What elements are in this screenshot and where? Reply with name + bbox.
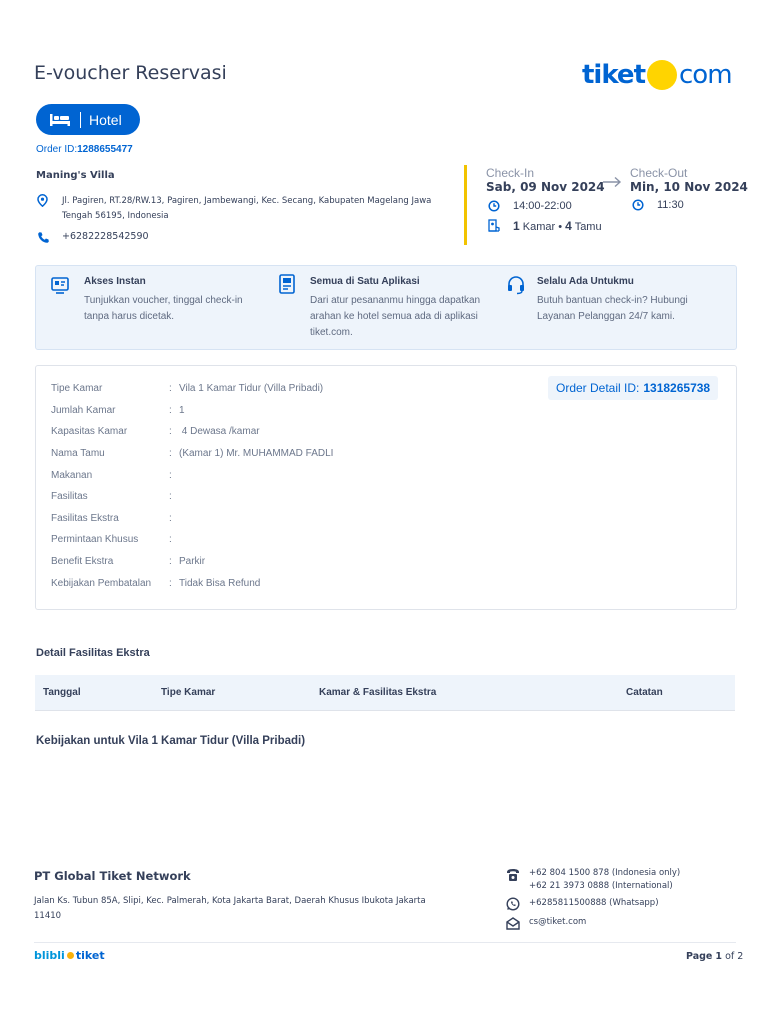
detail-key: Nama Tamu — [51, 448, 105, 459]
column-header: Tipe Kamar — [161, 687, 216, 698]
page-number — [686, 951, 743, 962]
order-detail-label: Order Detail ID: — [556, 381, 640, 395]
info-desc: Tunjukkan voucher, tinggal check-in tanpa harus dicetak. — [84, 295, 243, 322]
headset-icon — [506, 275, 526, 295]
voucher-icon — [50, 275, 70, 295]
clock-icon — [488, 200, 500, 212]
detail-colon: : — [169, 578, 172, 589]
detail-colon: : — [169, 383, 172, 394]
detail-value: Vila 1 Kamar Tidur (Villa Pribadi) — [179, 383, 324, 394]
bullet-separator: • — [558, 221, 563, 233]
property-phone: +6282228542590 — [62, 231, 149, 242]
detail-colon: : — [169, 426, 172, 437]
column-header: Kamar & Fasilitas Ekstra — [319, 687, 437, 698]
info-one-app — [310, 276, 500, 341]
logo-text-right: com — [679, 60, 732, 90]
checkout-date: Min, 10 Nov 2024 — [630, 180, 748, 194]
clock-icon — [632, 199, 644, 211]
property-name: Maning's Villa — [36, 170, 115, 181]
room-detail-card — [35, 365, 737, 610]
badge-label: Hotel — [89, 111, 122, 128]
detail-key: Kapasitas Kamar — [51, 426, 128, 437]
rooms-count: 1 — [513, 219, 520, 233]
rooms-label: Kamar — [522, 221, 556, 233]
order-detail-id — [548, 376, 718, 400]
phone-international: +62 21 3973 0888 (International) — [529, 881, 673, 891]
stay-divider — [464, 165, 467, 245]
brand-left: blibli — [34, 949, 65, 962]
extra-facilities-table-header — [35, 675, 735, 711]
detail-value: 4 Dewasa /kamar — [179, 426, 260, 437]
page-current: 1 — [715, 951, 723, 962]
badge-divider — [80, 112, 81, 128]
detail-colon: : — [169, 448, 172, 459]
checkin-label: Check-In — [486, 166, 535, 180]
footer-divider — [34, 942, 736, 943]
brand-right: tiket — [75, 949, 105, 962]
checkout-time: 11:30 — [657, 199, 684, 211]
detail-value: (Kamar 1) Mr. MUHAMMAD FADLI — [179, 448, 334, 459]
info-support — [537, 276, 727, 325]
extra-facilities-title: Detail Fasilitas Ekstra — [36, 647, 150, 659]
detail-key: Fasilitas Ekstra — [51, 513, 119, 524]
policy-title: Kebijakan untuk Vila 1 Kamar Tidur (Villa Pribadi) — [36, 735, 306, 747]
detail-colon: : — [169, 556, 172, 567]
mail-icon — [506, 916, 520, 930]
room-guest-icon — [488, 219, 500, 232]
info-title: Semua di Satu Aplikasi — [310, 276, 420, 287]
info-banner — [35, 265, 737, 350]
column-header: Tanggal — [43, 687, 81, 698]
detail-key: Fasilitas — [51, 491, 88, 502]
info-instant-access — [84, 276, 264, 325]
detail-key: Permintaan Khusus — [51, 534, 139, 545]
phone-indonesia: +62 804 1500 878 (Indonesia only) — [529, 868, 681, 878]
detail-colon: : — [169, 470, 172, 481]
bed-icon — [50, 113, 70, 127]
logo-text-left: tiket — [582, 60, 645, 90]
guests-count: 4 — [565, 219, 572, 233]
whatsapp-number: +6285811500888 (Whatsapp) — [529, 898, 659, 908]
logo-dot — [647, 60, 677, 90]
property-address: Jl. Pagiren, RT.28/RW.13, Pagiren, Jambewangi, Kec. Secang, Kabupaten Magelang Jawa Tengah 56195, Indonesia — [62, 196, 432, 221]
telephone-icon — [506, 868, 520, 882]
phone-icon — [37, 231, 50, 244]
guests-label: Tamu — [574, 221, 602, 233]
arrow-right-icon — [602, 176, 622, 188]
detail-colon: : — [169, 513, 172, 524]
tiket-logo — [582, 58, 732, 92]
brand-dot — [67, 952, 74, 959]
detail-key: Jumlah Kamar — [51, 405, 116, 416]
order-detail-value: 1318265738 — [643, 381, 711, 395]
email: cs@tiket.com — [529, 917, 587, 927]
detail-colon: : — [169, 491, 172, 502]
checkout-label: Check-Out — [630, 166, 688, 180]
blibli-tiket-logo — [34, 949, 105, 962]
info-title: Akses Instan — [84, 276, 146, 287]
whatsapp-icon — [506, 897, 520, 911]
mobile-app-icon — [278, 274, 296, 294]
order-id-value: 1288655477 — [77, 144, 133, 155]
checkin-date: Sab, 09 Nov 2024 — [486, 180, 605, 194]
detail-key: Benefit Ekstra — [51, 556, 114, 567]
column-header: Catatan — [626, 687, 663, 698]
page-total: of 2 — [725, 951, 744, 962]
detail-value: Tidak Bisa Refund — [179, 578, 261, 589]
detail-colon: : — [169, 534, 172, 545]
company-name: PT Global Tiket Network — [34, 869, 191, 883]
detail-value: 1 — [179, 405, 185, 416]
detail-key: Tipe Kamar — [51, 383, 103, 394]
info-title: Selalu Ada Untukmu — [537, 276, 634, 287]
info-desc: Dari atur pesananmu hingga dapatkan arahan ke hotel semua ada di aplikasi tiket.com. — [310, 295, 481, 338]
page-title: E-voucher Reservasi — [34, 62, 227, 84]
detail-value: Parkir — [179, 556, 206, 567]
detail-key: Kebijakan Pembatalan — [51, 578, 152, 589]
checkin-time: 14:00-22:00 — [513, 200, 572, 212]
company-address: Jalan Ks. Tubun 85A, Slipi, Kec. Palmerah, Kota Jakarta Barat, Daerah Khusus Ibukota Jakarta 11410 — [34, 896, 426, 921]
detail-key: Makanan — [51, 470, 93, 481]
hotel-badge — [36, 104, 140, 135]
page-label: Page — [686, 951, 713, 962]
info-desc: Butuh bantuan check-in? Hubungi Layanan Pelanggan 24/7 kami. — [537, 295, 688, 322]
rooms-guests — [513, 219, 602, 233]
order-id-label: Order ID: — [36, 144, 78, 155]
location-pin-icon — [37, 194, 48, 207]
detail-colon: : — [169, 405, 172, 416]
order-id — [36, 144, 133, 155]
